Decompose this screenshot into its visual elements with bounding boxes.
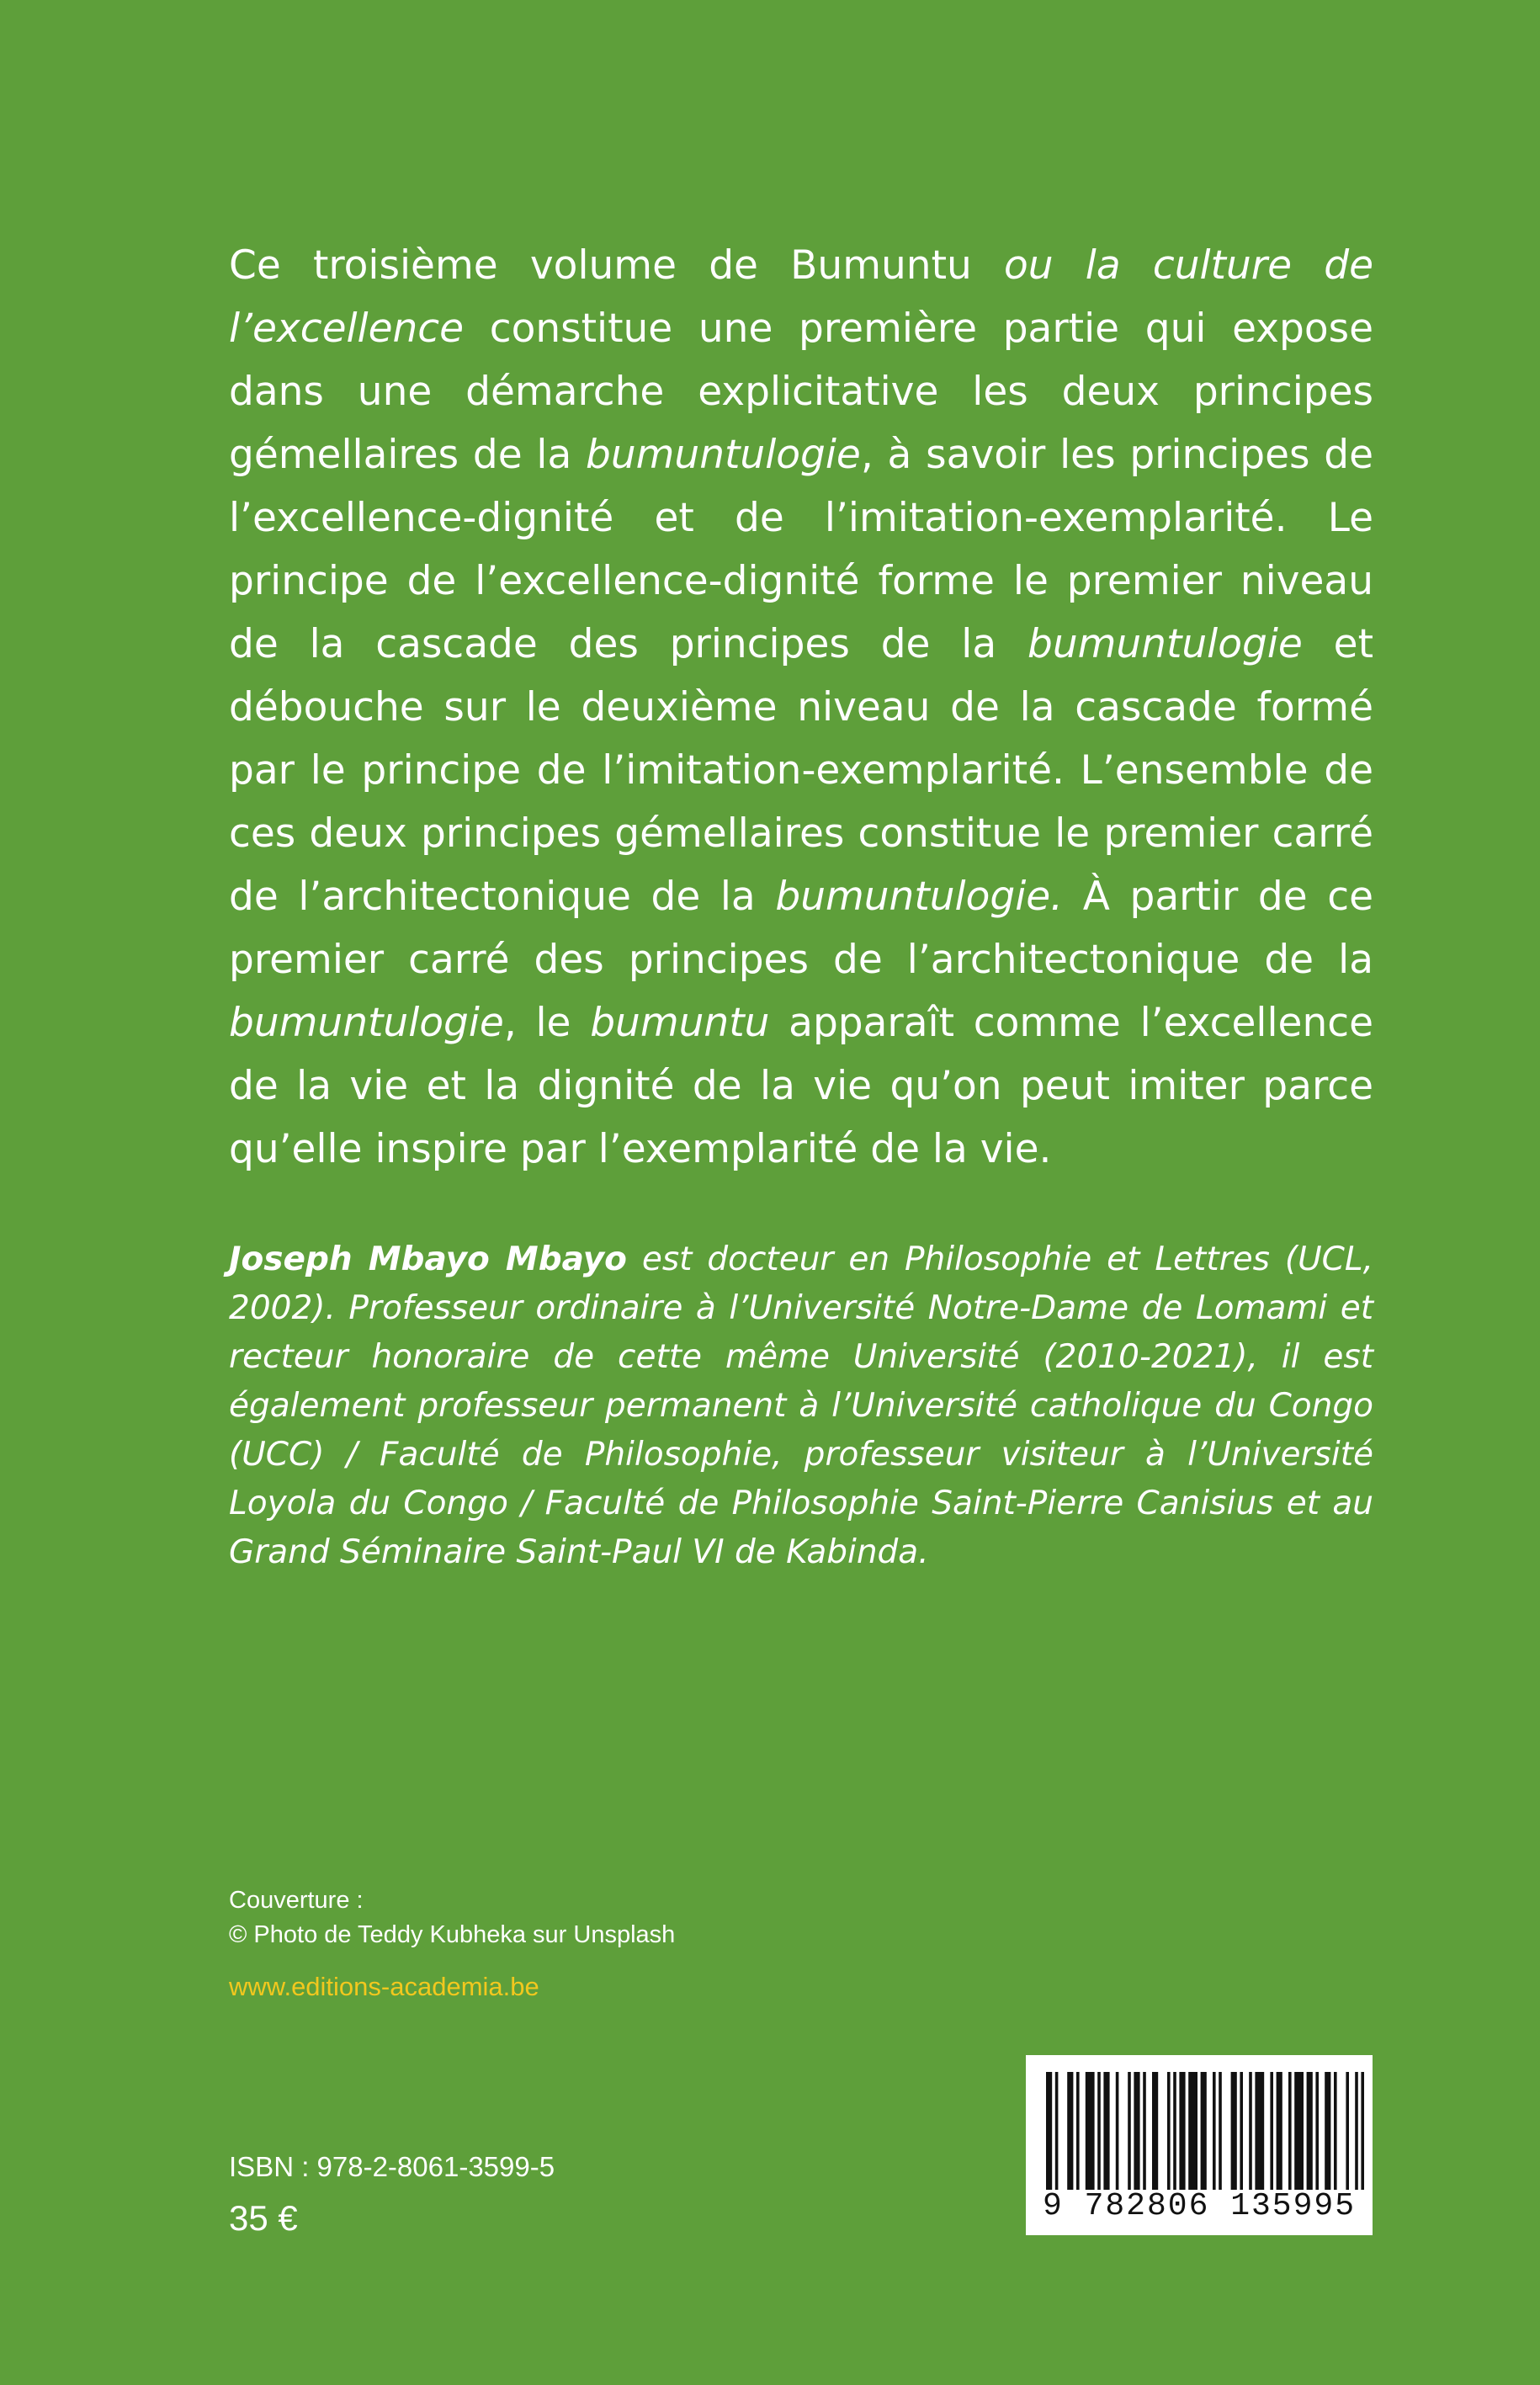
blurb-text: , à savoir les principes de l’excellence-dignité et de l’imitation-exemplarité. Le principe de l’excellence-dignité forme le premier niveau de la cascade des principes de la [229, 432, 1373, 667]
barcode-bar [1355, 2072, 1358, 2190]
blurb-text: Ce troisième volume de Bumuntu [229, 242, 1005, 289]
term-italic: bumuntulogie. [775, 874, 1064, 920]
barcode-bar [1346, 2072, 1349, 2190]
barcode-bar [1152, 2072, 1158, 2190]
cover-credit [229, 1883, 675, 1952]
price: 35 € [229, 2198, 298, 2238]
barcode-bar [1173, 2072, 1176, 2190]
barcode [1026, 2055, 1373, 2235]
publisher-website-link[interactable]: www.editions-academia.be [229, 1972, 539, 2001]
barcode-bar [1277, 2072, 1282, 2190]
blurb-text: constitue une première partie qui expose dans une démarche explicitative les deux principes gémellaires de la [229, 305, 1373, 478]
barcode-bar [1255, 2072, 1264, 2190]
book-title-italic: ou la culture de l’excellence [229, 242, 1373, 352]
term-italic: bumuntu [590, 1000, 770, 1046]
barcode-bar [1116, 2072, 1119, 2190]
author-bio-text: est docteur en Philosophie et Lettres (UCL, 2002). Professeur ordinaire à l’Université Notre-Dame de Lomami et recteur honoraire de cette même Université (2010-2021), il est également professeur permanent à l’Université catholique du Congo (UCC) / Faculté de Philosophie, professeur visiteur à l’Université Loyola du Congo / Faculté de Philosophie Saint-Pierre Canisius et au Grand Séminaire Saint-Paul VI de Kabinda. [229, 1240, 1373, 1571]
term-italic: bumuntulogie [1027, 621, 1303, 667]
blurb-text: apparaît comme l’excellence de la vie et la dignité de la vie qu’on peut imiter parce qu’elle inspire par l’exemplarité de la vie. [229, 1000, 1373, 1172]
blurb-text: À partir de ce premier carré des principes de l’architectonique de la [229, 874, 1374, 983]
barcode-bar [1103, 2072, 1109, 2190]
author-bio [229, 1235, 1373, 1577]
barcode-bar [1213, 2072, 1216, 2190]
barcode-bar [1325, 2072, 1330, 2190]
blurb-text: et débouche sur le deuxième niveau de la cascade formé par le principe de l’imitation-exemplarité. L’ensemble de ces deux principes gémellaires constitue le premier carré de l’architectonique de la [229, 621, 1373, 920]
barcode-bar [1143, 2072, 1146, 2190]
barcode-bar [1240, 2072, 1243, 2190]
barcode-bar [1188, 2072, 1197, 2190]
barcode-bar [1046, 2072, 1052, 2190]
barcode-bar [1067, 2072, 1073, 2190]
cover-credit-photo: © Photo de Teddy Kubheka sur Unsplash [229, 1921, 676, 1948]
barcode-bar [1055, 2072, 1059, 2190]
isbn: ISBN : 978-2-8061-3599-5 [229, 2151, 555, 2182]
barcode-bar [1249, 2072, 1252, 2190]
barcode-bar [1179, 2072, 1185, 2190]
barcode-bar [1219, 2072, 1222, 2190]
blurb-paragraph [229, 234, 1373, 1181]
barcode-bar [1294, 2072, 1304, 2190]
barcode-bar [1134, 2072, 1139, 2190]
cover-credit-label: Couverture : [229, 1887, 364, 1914]
barcode-bar [1076, 2072, 1080, 2190]
barcode-bar [1231, 2072, 1237, 2190]
barcode-bar [1167, 2072, 1171, 2190]
blurb-text: , le [503, 1000, 591, 1046]
barcode-bar [1361, 2072, 1364, 2190]
author-name: Joseph Mbayo Mbayo [229, 1240, 627, 1278]
barcode-bar [1128, 2072, 1131, 2190]
term-italic: bumuntulogie [586, 432, 861, 478]
barcode-bar [1288, 2072, 1292, 2190]
barcode-bar [1315, 2072, 1319, 2190]
barcode-bar [1307, 2072, 1313, 2190]
barcode-digits: 9 782806 135995 [1042, 2188, 1357, 2224]
barcode-bar [1097, 2072, 1101, 2190]
barcode-bar [1086, 2072, 1095, 2190]
barcode-bar [1270, 2072, 1273, 2190]
barcode-bar [1201, 2072, 1207, 2190]
barcode-bar [1334, 2072, 1337, 2190]
term-italic: bumuntulogie [229, 1000, 504, 1046]
